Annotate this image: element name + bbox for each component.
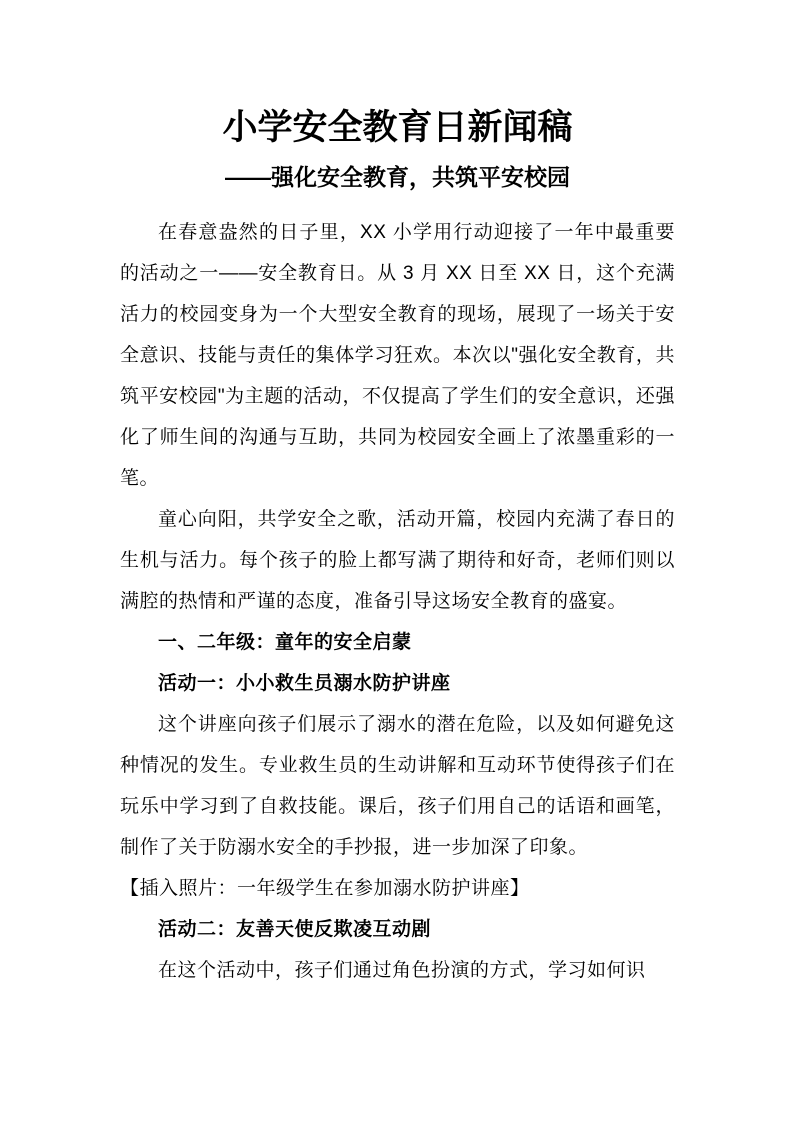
document-subtitle: ——强化安全教育，共筑平安校园 bbox=[225, 164, 570, 190]
photo-placeholder-line: 【插入照片：一年级学生在参加溺水防护讲座】 bbox=[120, 878, 530, 899]
activity-2-paragraph-partial: 在这个活动中，孩子们通过角色扮演的方式，学习如何识 bbox=[158, 960, 646, 981]
activity-1-heading: 活动一：小小救生员溺水防护讲座 bbox=[158, 673, 451, 694]
activity-1-paragraph: 这个讲座向孩子们展示了溺水的潜在危险，以及如何避免这种情况的发生。专业救生员的生动讲解和互动环节使得孩子们在玩乐中学习到了自救技能。课后，孩子们用自己的话语和画笔，制作了关于防溺水安全的手抄报，进一步加深了印象。 bbox=[120, 714, 675, 858]
document-title: 小学安全教育日新闻稿 bbox=[222, 108, 573, 147]
document-body bbox=[120, 212, 675, 991]
section-heading-grade-1-2: 一、二年级：童年的安全启蒙 bbox=[158, 632, 412, 653]
intro-paragraph: 在春意盎然的日子里，XX 小学用行动迎接了一年中最重要的活动之一——安全教育日。从 3 月 XX 日至 XX 日，这个充满活力的校园变身为一个大型安全教育的现场，展现了一场关于安全意识、技能与责任的集体学习狂欢。本次以"强化安全教育，共筑平安校园"为主题的活动，不仅提高了学生们的安全意识，还强化了师生间的沟通与互助，共同为校园安全画上了浓墨重彩的一笔。 bbox=[120, 222, 675, 489]
activity-2-heading: 活动二：友善天使反欺凌互动剧 bbox=[158, 919, 432, 940]
opening-paragraph: 童心向阳，共学安全之歌，活动开篇，校园内充满了春日的生机与活力。每个孩子的脸上都写满了期待和好奇，老师们则以满腔的热情和严谨的态度，准备引导这场安全教育的盛宴。 bbox=[120, 509, 675, 612]
